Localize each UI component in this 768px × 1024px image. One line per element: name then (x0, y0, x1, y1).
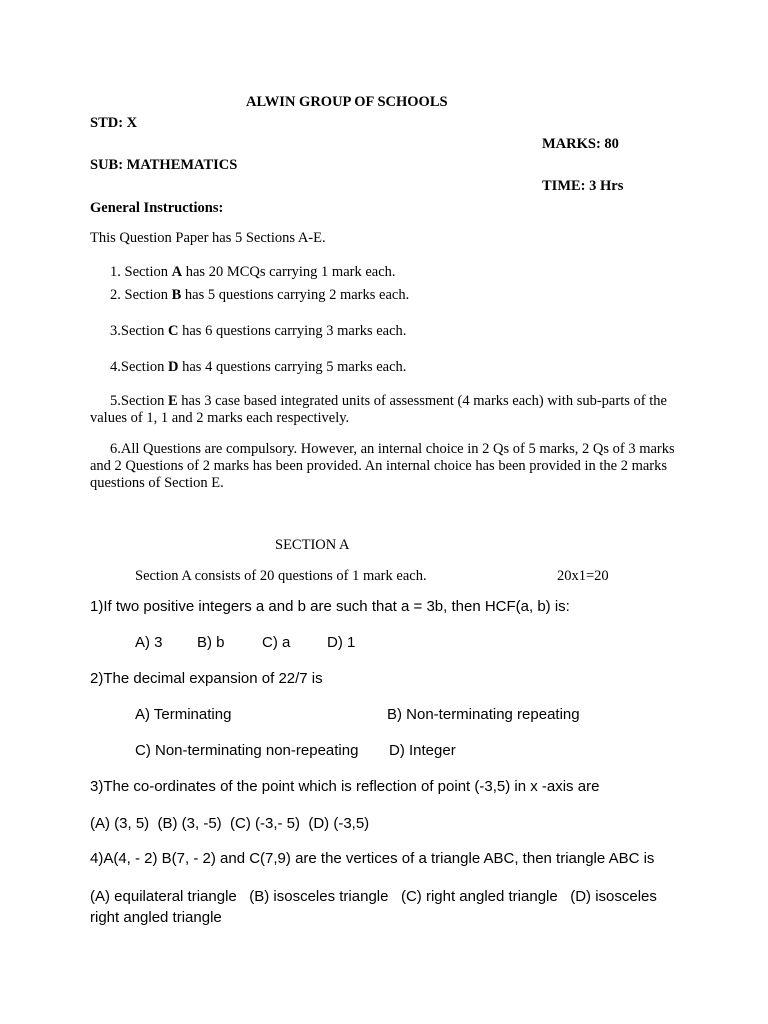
q2-option-a: A) Terminating (135, 706, 232, 723)
q3-options: (A) (3, 5) (B) (3, -5) (C) (-3,- 5) (D) (-3,5) (90, 815, 370, 832)
section-title: SECTION A (275, 537, 350, 553)
instruction-item: 2. Section B has 5 questions carrying 2 marks each. (110, 287, 410, 303)
q4-options: (A) equilateral triangle (B) isosceles triangle (C) right angled triangle (D) isosceles right angled triangle (90, 888, 662, 926)
standard: STD: X (90, 115, 138, 131)
instruction-item: 3.Section C has 6 questions carrying 3 marks each. (110, 323, 407, 339)
section-description: Section A consists of 20 questions of 1 mark each. (135, 568, 427, 584)
question-3: 3)The co-ordinates of the point which is reflection of point (-3,5) in x -axis are (90, 778, 600, 795)
q1-option-b: B) b (197, 634, 225, 651)
instructions-intro: This Question Paper has 5 Sections A-E. (90, 230, 326, 246)
question-4: 4)A(4, - 2) B(7, - 2) and C(7,9) are the vertices of a triangle ABC, then triangle ABC is (90, 850, 655, 867)
total-marks: MARKS: 80 (542, 136, 619, 152)
exam-time: TIME: 3 Hrs (542, 178, 624, 194)
instruction-item: 5.Section E has 3 case based integrated units of assessment (4 marks each) with sub-parts of the values of 1, 1 and 2 marks each respectively. (90, 393, 667, 426)
school-name: ALWIN GROUP OF SCHOOLS (246, 94, 448, 110)
q2-option-c: C) Non-terminating non-repeating (135, 742, 359, 759)
instruction-item: 6.All Questions are compulsory. However, an internal choice in 2 Qs of 5 marks, 2 Qs of 3 marks and 2 Questions of 2 marks has been provided. An internal choice has been provided in the 2 marks questions of Section E. (90, 441, 675, 491)
q2-option-b: B) Non-terminating repeating (387, 706, 580, 723)
instruction-item: 1. Section A has 20 MCQs carrying 1 mark each. (110, 264, 396, 280)
instructions-heading: General Instructions: (90, 200, 224, 216)
question-2: 2)The decimal expansion of 22/7 is (90, 670, 323, 687)
question-1: 1)If two positive integers a and b are such that a = 3b, then HCF(a, b) is: (90, 598, 570, 615)
q1-option-d: D) 1 (327, 634, 356, 651)
q2-option-d: D) Integer (389, 742, 456, 759)
subject: SUB: MATHEMATICS (90, 157, 238, 173)
q1-option-a: A) 3 (135, 634, 163, 651)
section-marks: 20x1=20 (557, 568, 609, 584)
instruction-item: 4.Section D has 4 questions carrying 5 marks each. (110, 359, 407, 375)
q1-option-c: C) a (262, 634, 291, 651)
